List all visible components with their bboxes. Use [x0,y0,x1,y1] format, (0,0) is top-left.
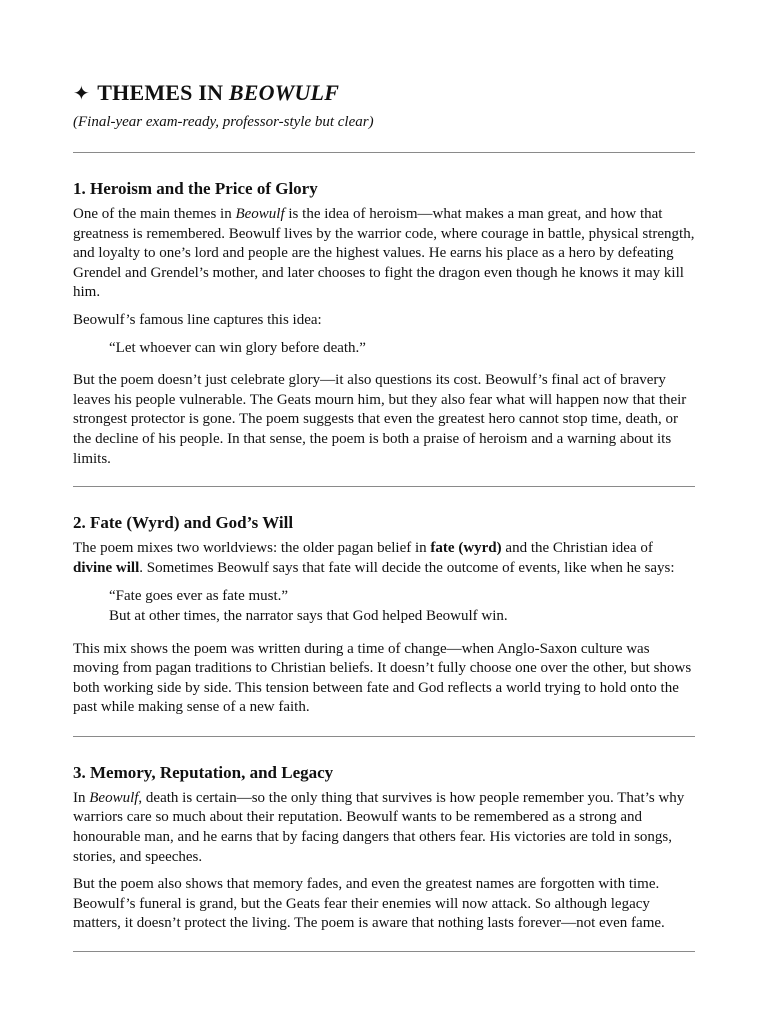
paragraph [73,789,695,867]
italic-title: Beowulf [89,789,139,806]
text-run: . Sometimes Beowulf says that fate will decide the outcome of events, like when he says: [139,559,675,576]
quote-line: “Fate goes ever as fate must.” [109,588,289,605]
section-heading: 3. Memory, Reputation, and Legacy [73,762,334,782]
section-memory [73,762,695,934]
text-run: One of the main themes in [73,206,236,222]
block-quote [109,587,695,626]
paragraph: But the poem also shows that memory fades, and even the greatest names are forgotten with time. Beowulf’s funeral is grand, but the Geats fear their enemies will now attack. So although legacy matters, it doesn’t protect the living. The poem is aware that nothing lasts forever—not even fame. [73,876,665,932]
section-fate [73,512,695,718]
divider [73,736,695,737]
paragraph: But the poem doesn’t just celebrate glory—it also questions its cost. Beowulf’s final act of bravery leaves his people vulnerable. The Geats mourn him, but they also fear what will happen now that their strongest protector is gone. The poem suggests that even the greatest hero cannot stop time, death, or the decline of his people. In that sense, the poem is both a praise of heroism and a warning about its limits. [73,372,687,467]
section-heading: 2. Fate (Wyrd) and God’s Will [73,513,294,533]
section-heading: 1. Heroism and the Price of Glory [73,179,318,198]
title-prefix: THEMES IN [97,80,229,105]
star-icon: ✦ [73,81,90,105]
text-run: , death is certain—so the only thing that survives is how people remember you. That’s why warriors care so much about their reputation. Beowulf wants to be remembered as a strong and honourable man, and he earns that by facing dangers that others fear. His victories are told in songs, stories, and speeches. [73,789,685,865]
divider [73,951,695,952]
text-run: In [73,789,90,806]
bold-term: fate (wyrd) [430,540,502,557]
paragraph [73,205,695,303]
section-heroism [73,178,695,469]
paragraph: Beowulf’s famous line captures this idea: [73,311,322,328]
italic-title: Beowulf [235,206,285,222]
paragraph: This mix shows the poem was written during a time of change—when Anglo-Saxon culture was moving from pagan traditions to Christian beliefs. It doesn’t fully choose one over the other, but shows both working side by side. This tension between fate and God reflects a world trying to hold onto the past while making sense of a new faith. [73,640,692,716]
page-title [73,78,695,108]
text-run: is the idea of heroism—what makes a man great, and how that greatness is remembered. Beowulf lives by the warrior code, where courage in battle, physical strength, and loyalty to one’s lord and people are the highest values. He earns his place as a hero by defeating Grendel and Grendel’s mother, and later chooses to fight the dragon even though he knows it may kill him. [73,206,695,301]
bold-term: divine will [73,559,140,576]
paragraph [73,539,695,578]
text-run: The poem mixes two worldviews: the older pagan belief in [73,540,431,557]
divider [73,486,695,487]
divider [73,152,695,153]
quote-line: But at other times, the narrator says that God helped Beowulf win. [109,607,508,624]
block-quote: “Let whoever can win glory before death.” [109,339,366,356]
title-emphasis: BEOWULF [228,80,340,105]
text-run: and the Christian idea of [501,540,653,557]
page-subtitle: (Final-year exam-ready, professor-style but clear) [73,114,374,130]
